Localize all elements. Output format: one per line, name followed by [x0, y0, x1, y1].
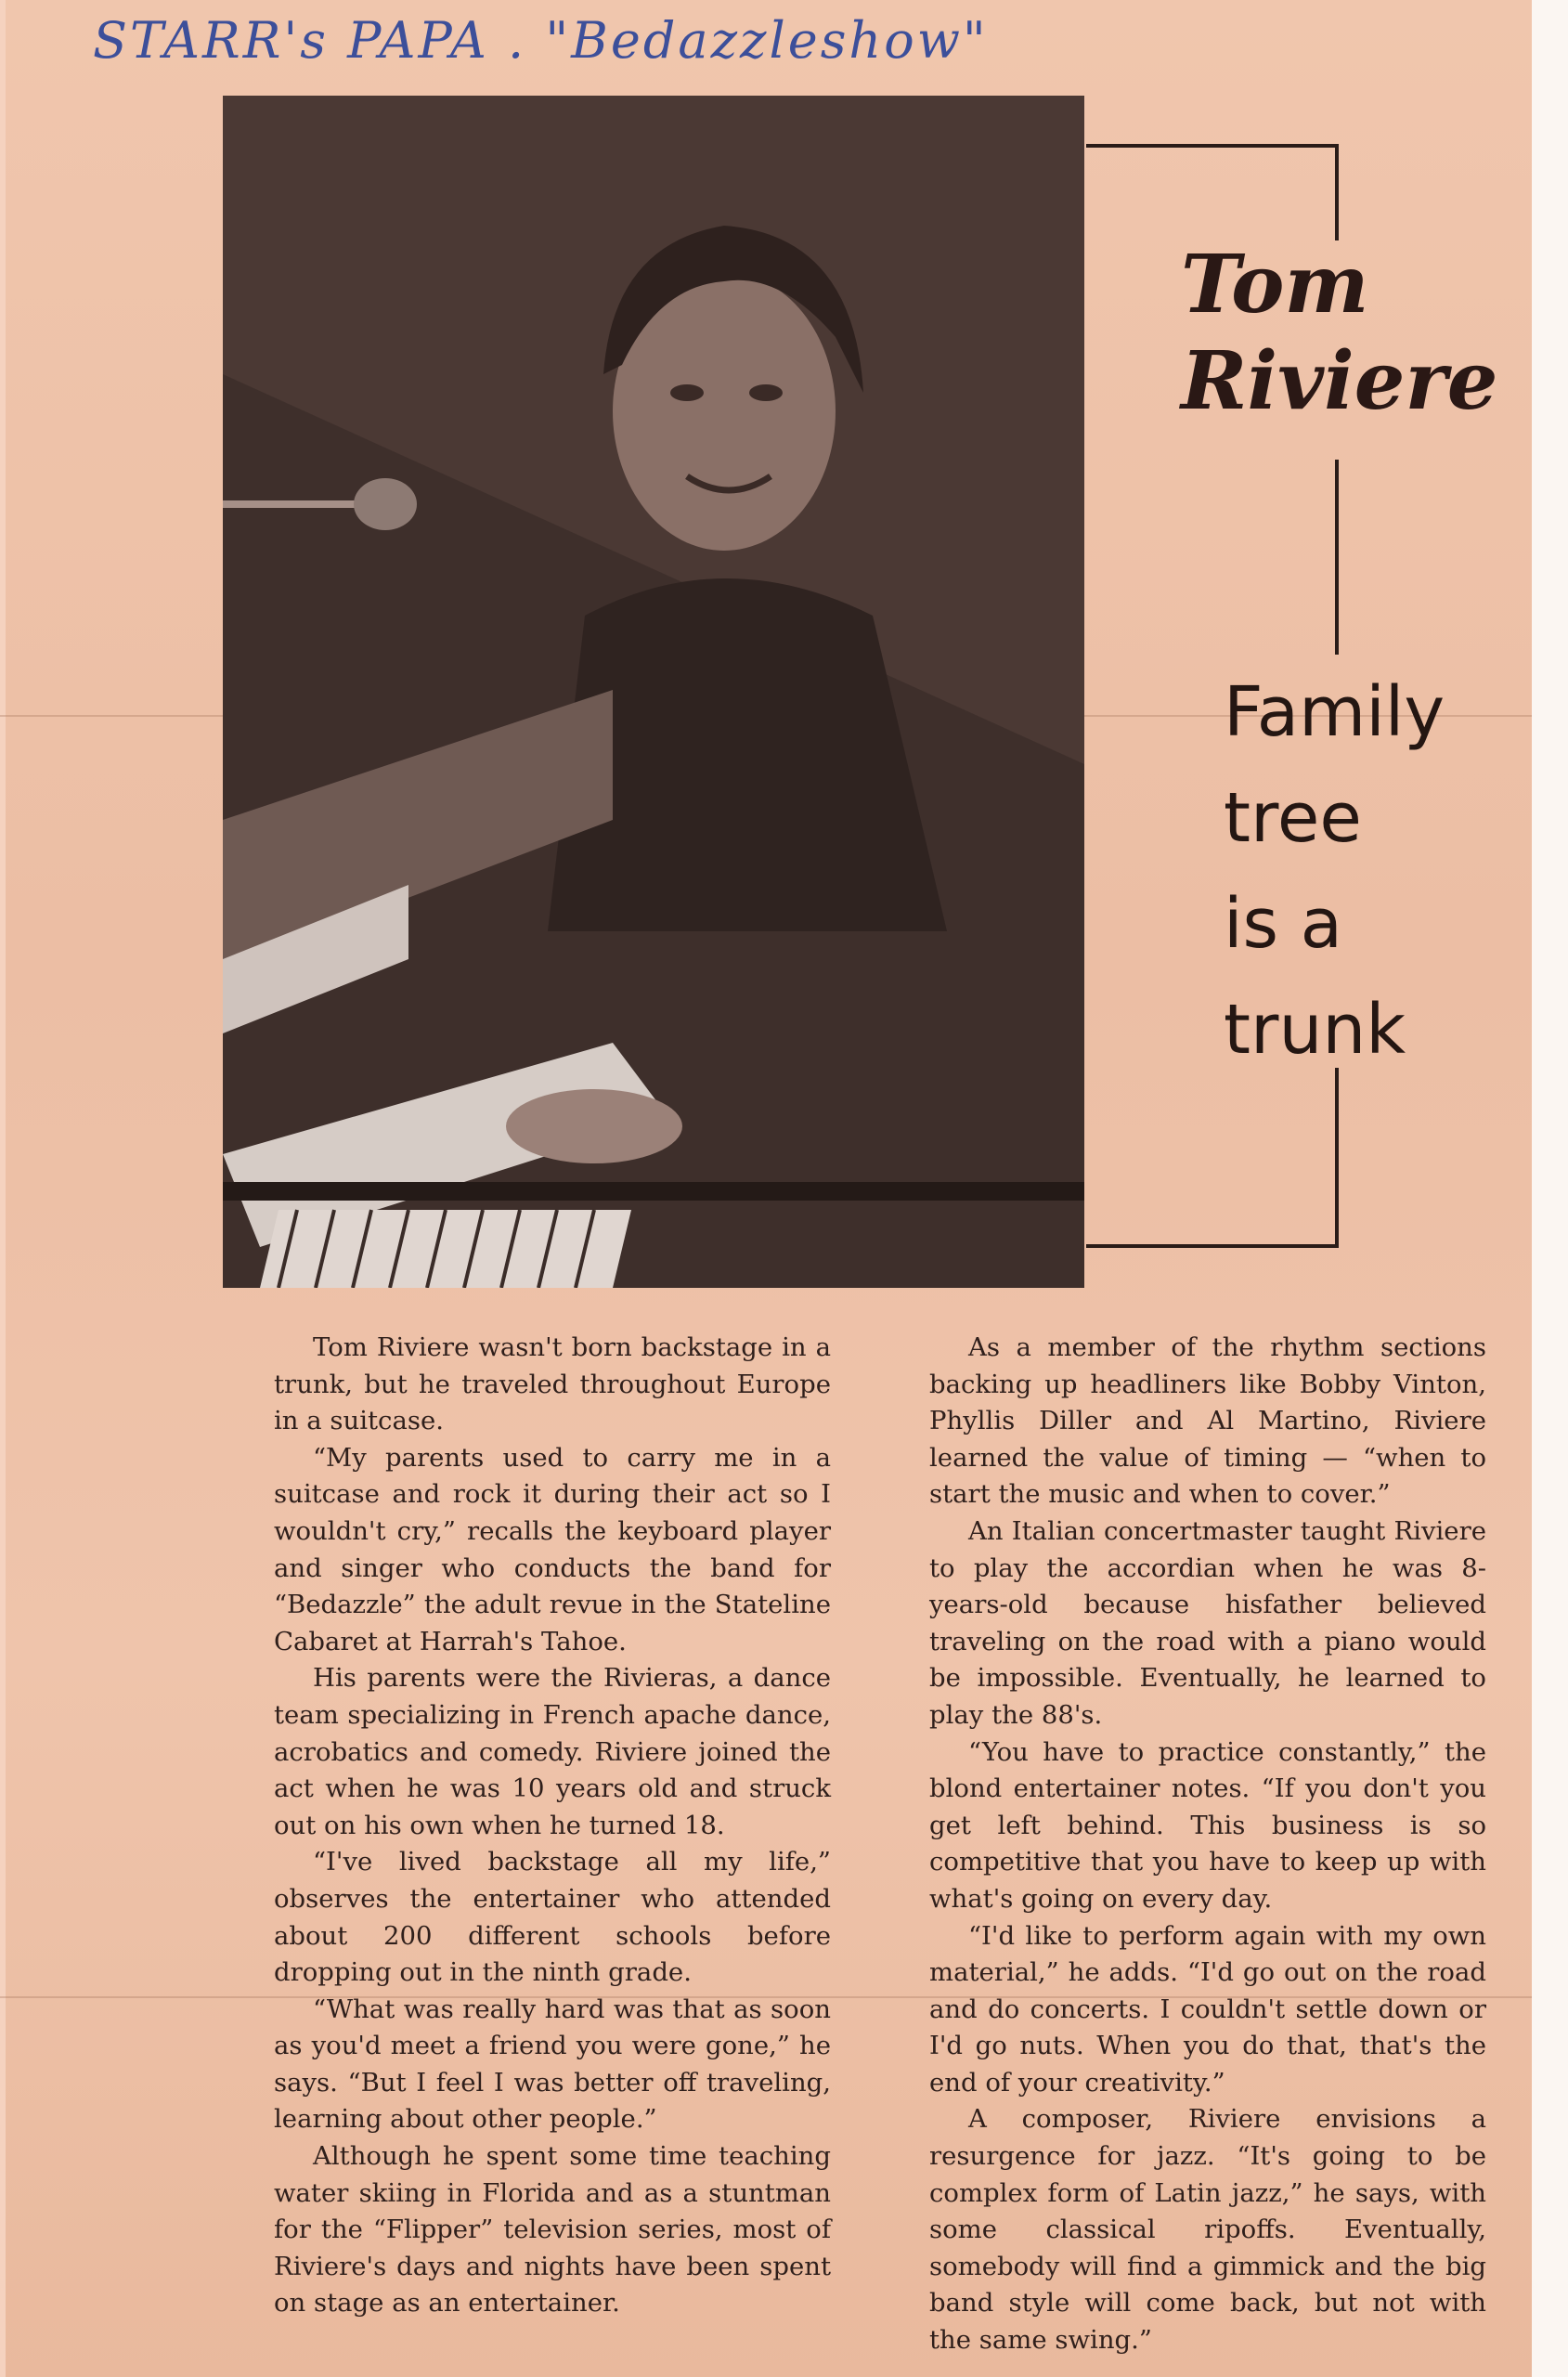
article-paragraph: As a member of the rhythm sections backing up headliners like Bobby Vinton, Phyllis Diller and Al Martino, Riviere learned the value of timing — “when to start the music and when to cover.” [929, 1332, 1486, 1510]
title-bracket-bottom [1086, 1068, 1339, 1248]
article-paragraph: His parents were the Rivieras, a dance team specializing in French apache dance, acrobatics and comedy. Riviere joined the act when he was 10 years old and struck out on his own when he turned 18. [274, 1663, 831, 1840]
byline-name [1181, 237, 1515, 430]
headline-line: trunk [1224, 990, 1406, 1070]
article-paragraph: Although he spent some time teaching water skiing in Florida and as a stuntman for the “Flipper” television series, most of Riviere's days and nights have been spent on stage as an entertainer. [274, 2141, 831, 2319]
article-paragraph: Tom Riviere wasn't born backstage in a trunk, but he traveled throughout Europe in a suitcase. [274, 1332, 831, 1436]
title-bracket-top [1086, 144, 1339, 240]
headline [1224, 659, 1521, 1083]
article-paragraph: “What was really hard was that as soon as you'd meet a friend you were gone,” he says. “But I feel I was better off traveling, learning about other people.” [274, 1994, 831, 2135]
byline-first-name: Tom [1181, 238, 1369, 331]
article-paragraph: “You have to practice constantly,” the blond entertainer notes. “If you don't you get left behind. This business is so competitive that you have to keep up with what's going on every day. [929, 1736, 1486, 1914]
title-bracket-middle [1086, 460, 1339, 655]
headline-line: is a [1224, 884, 1342, 964]
article-paragraph: A composer, Riviere envisions a resurgence for jazz. “It's going to be complex form of Latin jazz,” he says, with some classical ripoffs. Eventually, somebody will find a gimmick and the big band style will come back, but not with the same swing.” [929, 2104, 1486, 2356]
article-paragraph: “I've lived backstage all my life,” observes the entertainer who attended about 200 different schools before dropping out in the ninth grade. [274, 1847, 831, 1988]
scan-background-edge [1532, 0, 1568, 2377]
headline-line: Family [1224, 672, 1445, 752]
article-column-right [929, 1330, 1486, 2359]
headline-line: tree [1224, 778, 1362, 858]
byline-last-name: Riviere [1181, 334, 1498, 428]
handwritten-note: STARR's PAPA . "Bedazzleshow" [93, 11, 989, 70]
article-paragraph: An Italian concertmaster taught Riviere to play the accordian when he was 8-years-old because hisfather believed traveling on the road with a piano would be impossible. Eventually, he learned to play the 88's. [929, 1515, 1486, 1730]
article-column-left [274, 1330, 831, 2322]
article-paragraph: “My parents used to carry me in a suitcase and rock it during their act so I wouldn't cry,” recalls the keyboard player and singer who conducts the band for “Bedazzle” the adult revue in the Stateline Cabaret at Harrah's Tahoe. [274, 1442, 831, 1656]
portrait-photo [223, 96, 1084, 1288]
photo-illustration [223, 96, 1084, 1288]
article-paragraph: “I'd like to perform again with my own material,” he adds. “I'd go out on the road and do concerts. I couldn't settle down or I'd go nuts. When you do that, that's the end of your creativity.” [929, 1920, 1486, 2098]
